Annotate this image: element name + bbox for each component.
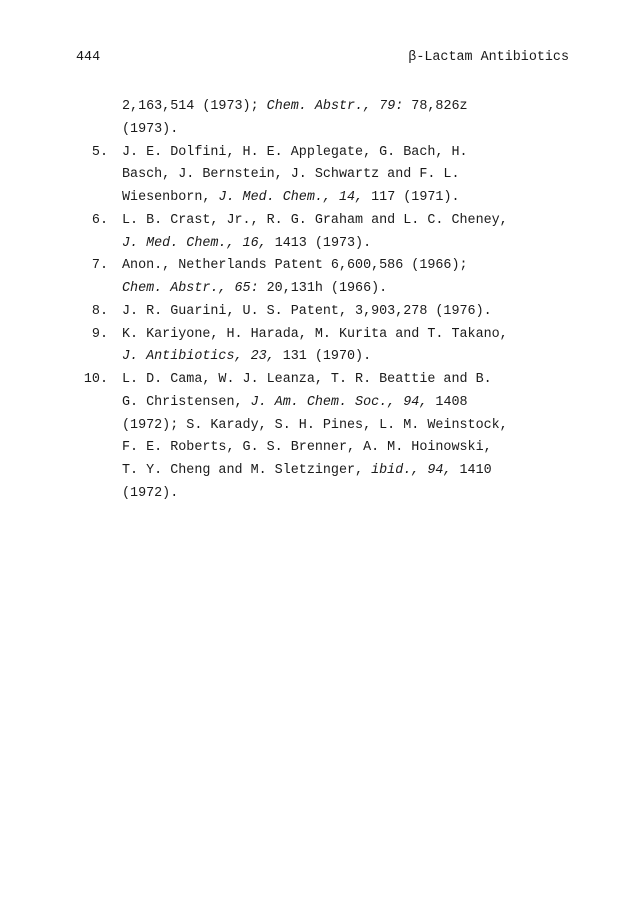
reference-line (122, 187, 580, 210)
citation-text: L. B. Crast, Jr., R. G. Graham and L. C. Cheney, (122, 212, 508, 228)
citation-text: 1410 (451, 463, 492, 478)
citation-text: 117 (1971). (363, 190, 460, 205)
reference-list (60, 96, 580, 506)
citation-text: Anon., Netherlands Patent 6,600,586 (1966); (122, 258, 468, 274)
reference-number: 6. (91, 212, 108, 228)
reference-item (60, 255, 580, 301)
citation-text: T. Y. Cheng and M. Sletzinger, (122, 463, 372, 478)
reference-line (122, 278, 580, 301)
citation-text: J. E. Dolfini, H. E. Applegate, G. Bach, H. (122, 144, 468, 160)
citation-text: 2,163,514 (1973); (122, 99, 267, 114)
page-number: 444 (76, 50, 101, 65)
reference-item (60, 324, 580, 370)
reference-line (122, 164, 580, 187)
reference-number: 9. (91, 326, 108, 342)
reference-line (122, 437, 580, 460)
citation-journal: ibid., 94, (371, 463, 452, 478)
citation-journal: J. Am. Chem. Soc., 94, (250, 394, 428, 410)
citation-journal: J. Antibiotics, 23, (122, 349, 275, 365)
citation-text: G. Christensen, (122, 394, 251, 410)
reference-number: 10. (83, 372, 108, 387)
citation-text: (1972). (122, 485, 179, 501)
citation-text: J. R. Guarini, U. S. Patent, 3,903,278 (1976). (122, 303, 492, 319)
reference-line (122, 460, 580, 483)
reference-item (60, 301, 580, 324)
citation-text: K. Kariyone, H. Harada, M. Kurita and T. Takano, (122, 326, 508, 342)
reference-line (122, 483, 580, 506)
reference-line (122, 255, 580, 278)
reference-item (60, 210, 580, 256)
reference-line (122, 415, 580, 438)
citation-text: (1973). (122, 121, 179, 137)
reference-line (122, 301, 580, 324)
reference-number: 5. (91, 144, 108, 160)
reference-line (122, 96, 580, 119)
citation-journal: Chem. Abstr., 65: (122, 281, 259, 296)
reference-line (122, 210, 580, 233)
citation-text: 1413 (1973). (266, 235, 372, 251)
reference-item (60, 96, 580, 142)
citation-text: 78,826z (403, 99, 468, 114)
citation-journal: J. Med. Chem., 14, (218, 190, 364, 205)
reference-number: 7. (91, 258, 108, 274)
page-header (76, 50, 569, 70)
reference-line (122, 142, 580, 165)
reference-number: 8. (91, 303, 108, 319)
citation-text: F. E. Roberts, G. S. Brenner, A. M. Hoinowski, (122, 440, 492, 456)
reference-line (122, 392, 580, 415)
reference-line (122, 369, 580, 392)
citation-text: (1972); S. Karady, S. H. Pines, L. M. Weinstock, (122, 417, 508, 433)
reference-item (60, 142, 580, 210)
citation-text: Basch, J. Bernstein, J. Schwartz and F. L. (122, 167, 460, 183)
citation-text: 20,131h (1966). (258, 281, 388, 296)
citation-text: Wiesenborn, (122, 190, 219, 205)
reference-line (122, 324, 580, 347)
citation-text: L. D. Cama, W. J. Leanza, T. R. Beattie and B. (122, 372, 492, 387)
reference-line (122, 346, 580, 369)
reference-item (60, 369, 580, 506)
citation-journal: J. Med. Chem., 16, (122, 235, 267, 251)
citation-journal: Chem. Abstr., 79: (266, 99, 404, 114)
citation-text: 131 (1970). (274, 349, 372, 365)
reference-line (122, 233, 580, 256)
citation-text: 1408 (427, 394, 468, 410)
reference-line (122, 119, 580, 142)
running-title: β-Lactam Antibiotics (408, 50, 569, 65)
